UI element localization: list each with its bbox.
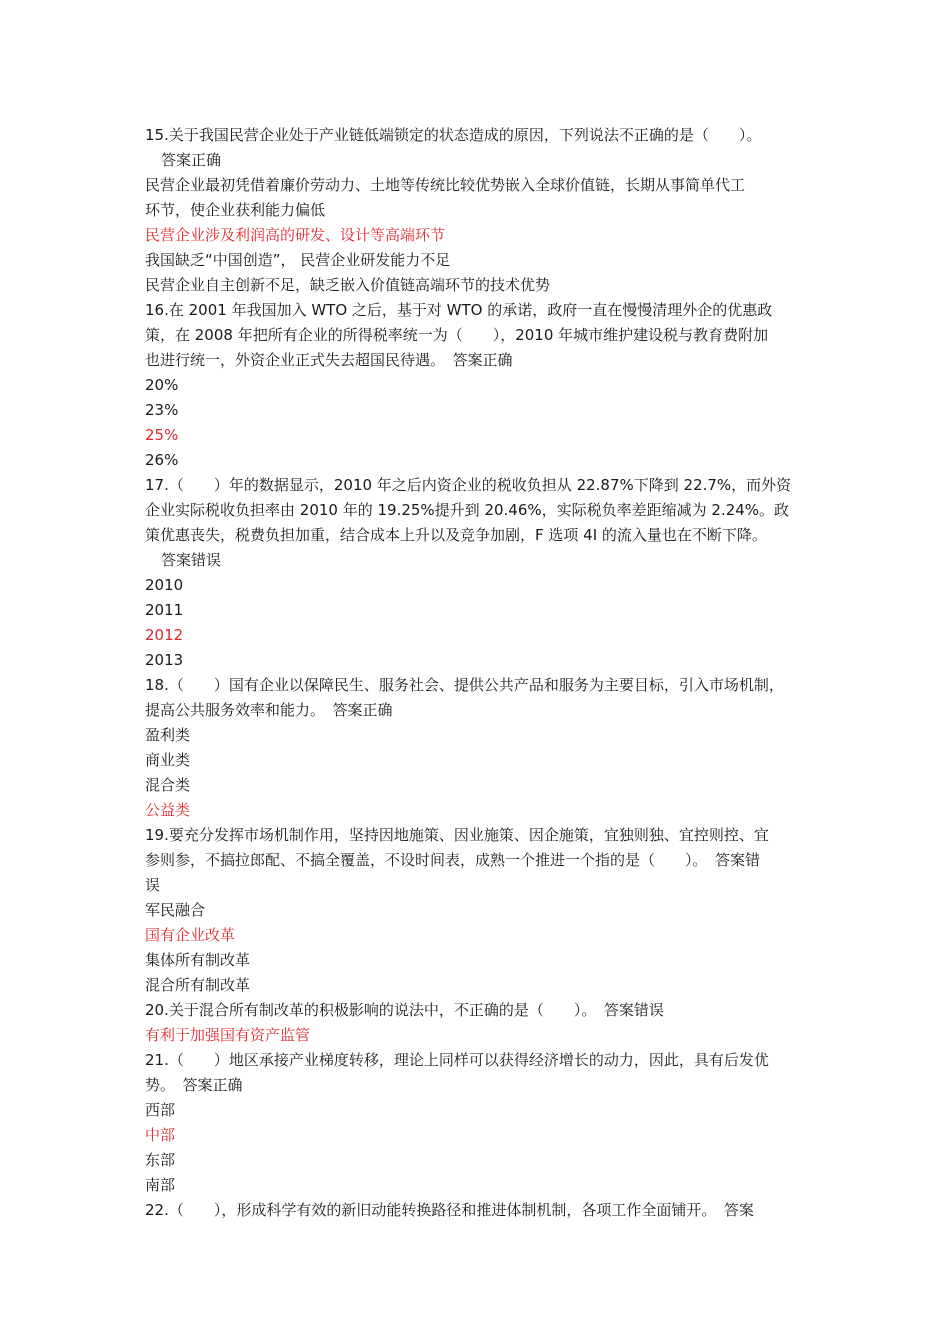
answer-option: 我国缺乏“中国创造”， 民营企业研发能力不足 xyxy=(145,251,451,269)
question-text-line: 22.（ ），形成科学有效的新旧动能转换路径和推进体制机制，各项工作全面铺开。 答案 xyxy=(145,1201,754,1219)
answer-option: 民营企业最初凭借着廉价劳动力、土地等传统比较优势嵌入全球价值链，长期从事简单代工 xyxy=(145,176,746,194)
question-text-line: 20.关于混合所有制改革的积极影响的说法中，不正确的是（ ）。 答案错误 xyxy=(145,1001,664,1019)
answer-option: 2011 xyxy=(145,601,184,619)
answer-option-correct: 民营企业涉及利润高的研发、设计等高端环节 xyxy=(145,226,446,244)
question-block xyxy=(145,473,813,673)
question-text-line: 16.在 2001 年我国加入 WTO 之后，基于对 WTO 的承诺，政府一直在慢慢清理外企的优惠政 xyxy=(145,301,773,319)
answer-option: 2010 xyxy=(145,576,184,594)
answer-option: 东部 xyxy=(145,1151,176,1169)
answer-option-correct: 公益类 xyxy=(145,801,191,819)
document-page xyxy=(145,123,813,1223)
answer-option: 环节，使企业获利能力偏低 xyxy=(145,201,326,219)
answer-option-correct: 有利于加强国有资产监管 xyxy=(145,1026,311,1044)
question-block xyxy=(145,823,813,998)
question-text-line: 企业实际税收负担率由 2010 年的 19.25%提升到 20.46%，实际税负率差距缩减为 2.24%。政 xyxy=(145,501,790,519)
answer-option: 混合所有制改革 xyxy=(145,976,251,994)
question-text-line: 提高公共服务效率和能力。 答案正确 xyxy=(145,701,393,719)
answer-option-correct: 2012 xyxy=(145,626,184,644)
question-block xyxy=(145,673,813,823)
question-block xyxy=(145,998,813,1048)
answer-option-correct: 国有企业改革 xyxy=(145,926,236,944)
answer-option: 军民融合 xyxy=(145,901,206,919)
question-text-line: 15.关于我国民营企业处于产业链低端锁定的状态造成的原因，下列说法不正确的是（ ）。 xyxy=(145,126,762,144)
answer-option: 民营企业自主创新不足，缺乏嵌入价值链高端环节的技术优势 xyxy=(145,276,551,294)
answer-option: 26% xyxy=(145,451,179,469)
question-text-line: 也进行统一，外资企业正式失去超国民待遇。 答案正确 xyxy=(145,351,513,369)
question-text-line: 误 xyxy=(145,876,161,894)
answer-option-correct: 25% xyxy=(145,426,179,444)
answer-option: 西部 xyxy=(145,1101,176,1119)
answer-option: 商业类 xyxy=(145,751,191,769)
answer-option: 集体所有制改革 xyxy=(145,951,251,969)
question-block xyxy=(145,123,813,298)
question-block xyxy=(145,1198,813,1223)
answer-option: 混合类 xyxy=(145,776,191,794)
answer-option: 南部 xyxy=(145,1176,176,1194)
answer-option: 2013 xyxy=(145,651,184,669)
question-text-line: 18.（ ）国有企业以保障民生、服务社会、提供公共产品和服务为主要目标，引入市场机制， xyxy=(145,676,784,694)
answer-option: 盈利类 xyxy=(145,726,191,744)
question-text-line: 策，在 2008 年把所有企业的所得税率统一为（ ），2010 年城市维护建设税与教育费附加 xyxy=(145,326,769,344)
question-text-line: 17.（ ）年的数据显示，2010 年之后内资企业的税收负担从 22.87%下降到 22.7%，而外资 xyxy=(145,476,792,494)
question-block xyxy=(145,298,813,473)
question-list xyxy=(145,123,813,1223)
question-text-line: 21.（ ）地区承接产业梯度转移，理论上同样可以获得经济增长的动力，因此，具有后发优 xyxy=(145,1051,769,1069)
question-text-line: 参则参，不搞拉郎配、不搞全覆盖，不设时间表，成熟一个推进一个指的是（ ）。 答案错 xyxy=(145,851,761,869)
question-block xyxy=(145,1048,813,1198)
answer-option-correct: 中部 xyxy=(145,1126,176,1144)
answer-option: 20% xyxy=(145,376,179,394)
question-text-line: 19.要充分发挥市场机制作用，坚持因地施策、因业施策、因企施策，宜独则独、宜控则控、宜 xyxy=(145,826,769,844)
question-text-line: 答案正确 xyxy=(161,151,222,169)
answer-option: 23% xyxy=(145,401,179,419)
question-text-line: 势。 答案正确 xyxy=(145,1076,243,1094)
question-text-line: 答案错误 xyxy=(161,551,222,569)
question-text-line: 策优惠丧失，税费负担加重，结合成本上升以及竞争加剧，F 选项 4I 的流入量也在不断下降。 xyxy=(145,526,767,544)
